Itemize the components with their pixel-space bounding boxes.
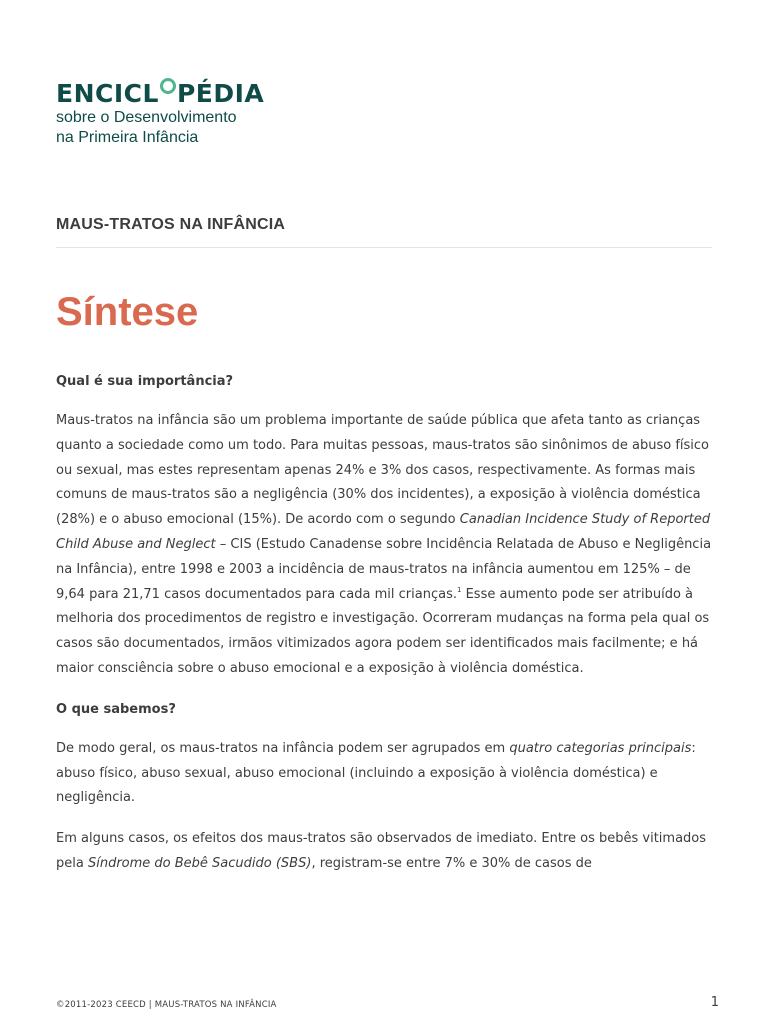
logo-wordmark xyxy=(56,76,264,108)
paragraph-effects xyxy=(56,827,716,877)
title-divider xyxy=(56,247,712,248)
logo-subtitle-line2: na Primeira Infância xyxy=(56,129,199,146)
logo-o-ring-icon xyxy=(160,78,176,94)
footnote-reference[interactable]: 1 xyxy=(456,585,462,594)
text-run: Esse aumento pode ser atribuído à melhoria dos procedimentos de registro e investigação. Ocorreram mudanças na forma pela qual os casos são documentados, irmãos vitimizados agora podem ser identificados mais facilmente; e há maior consciência sobre o abuso emocional e a exposição à violência doméstica. xyxy=(56,586,710,676)
logo-word-before: ENCICL xyxy=(56,79,159,108)
subheading-what-we-know: O que sabemos? xyxy=(56,701,176,717)
text-run: De modo geral, os maus-tratos na infância podem ser agrupados em xyxy=(56,740,510,756)
page-number: 1 xyxy=(710,995,719,1010)
encyclopedia-logo xyxy=(56,76,264,148)
logo-subtitle-line1: sobre o Desenvolvimento xyxy=(56,109,237,126)
section-title: MAUS-TRATOS NA INFÂNCIA xyxy=(56,216,286,233)
page-heading: Síntese xyxy=(56,290,199,334)
text-run: Maus-tratos na infância são um problema importante de saúde pública que afeta tanto as crianças quanto a sociedade como um todo. Para muitas pessoas, maus-tratos são sinônimos de abuso físico ou sexual, mas estes representam apenas 24% e 3% dos casos, respectivamente. As formas mais comuns de maus-tratos são a negligência (30% dos incidentes), a exposição à violência doméstica (28%) e o abuso emocional (15%). De acordo com o segundo xyxy=(56,413,709,528)
categories-italic: quatro categorias principais xyxy=(509,740,692,756)
article-body xyxy=(56,370,716,893)
text-run: : abuso físico, abuso sexual, abuso emocional (incluindo a exposição à violência doméstica) e negligência. xyxy=(56,740,696,806)
study-title-italic: Canadian Incidence Study of Reported Child Abuse and Neglect xyxy=(56,512,711,552)
page-footer: ©2011-2023 CEECD | MAUS-TRATOS NA INFÂNCIA xyxy=(56,1000,277,1010)
logo-word-after: PÉDIA xyxy=(176,79,265,108)
paragraph-importance xyxy=(56,409,716,682)
text-run: – CIS (Estudo Canadense sobre Incidência Relatada de Abuso e Negligência na Infância), entre 1998 e 2003 a incidência de maus-tratos na infância aumentou em 125% – de 9,64 para 21,71 casos documentados para cada mil crianças. xyxy=(56,536,712,602)
paragraph-categories xyxy=(56,737,716,811)
text-run: , registram-se entre 7% e 30% de casos de xyxy=(311,855,592,871)
text-run: Em alguns casos, os efeitos dos maus-tratos são observados de imediato. Entre os bebês vitimados pela xyxy=(56,831,707,871)
sbs-italic: Síndrome do Bebê Sacudido (SBS) xyxy=(87,855,312,871)
subheading-importance: Qual é sua importância? xyxy=(56,374,234,389)
